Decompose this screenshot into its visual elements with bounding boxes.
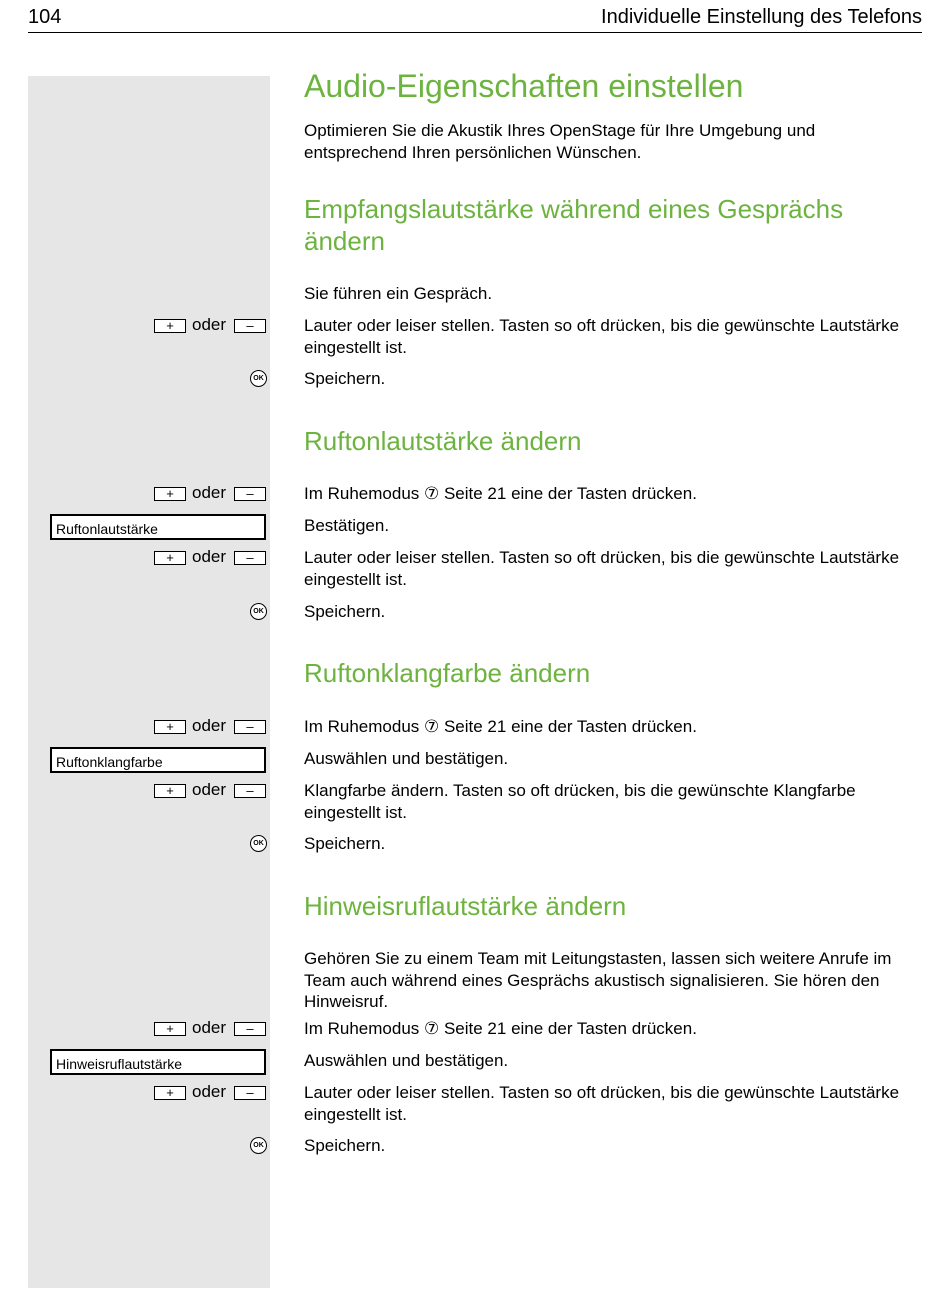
menu-item-ruftonklangfarbe: Ruftonklangfarbe	[50, 747, 266, 773]
minus-key-icon: –	[234, 551, 266, 565]
minus-key-icon: –	[234, 1022, 266, 1036]
sidebar-column	[28, 76, 270, 1288]
step-text: Lauter oder leiser stellen. Tasten so oft drücken, bis die gewünschte Lautstärke eingestellt ist.	[304, 316, 900, 357]
menu-item-hinweisruflautstaerke: Hinweisruflautstärke	[50, 1049, 266, 1075]
oder-label: oder	[192, 483, 227, 502]
chapter-title: Individuelle Einstellung des Telefons	[601, 6, 922, 28]
volume-keys	[154, 485, 266, 503]
plus-key-icon: +	[154, 784, 186, 798]
step-text: Speichern.	[304, 1136, 386, 1155]
section-intro: Gehören Sie zu einem Team mit Leitungstasten, lassen sich weitere Anrufe im Team auch während eines Gesprächs akustisch signalisieren. Sie hören den Hinweisruf.	[304, 949, 892, 1011]
plus-key-icon: +	[154, 551, 186, 565]
step-text: Speichern.	[304, 834, 386, 853]
plus-key-icon: +	[154, 487, 186, 501]
step-text: Lauter oder leiser stellen. Tasten so oft drücken, bis die gewünschte Lautstärke eingestellt ist.	[304, 1083, 900, 1124]
menu-item-ruftonlautstaerke: Ruftonlautstärke	[50, 514, 266, 540]
oder-label: oder	[192, 716, 227, 735]
step-text: Lauter oder leiser stellen. Tasten so oft drücken, bis die gewünschte Lautstärke eingestellt ist.	[304, 548, 900, 589]
step-text: Auswählen und bestätigen.	[304, 1051, 509, 1070]
step-text: Speichern.	[304, 369, 386, 388]
volume-keys	[154, 1020, 266, 1038]
oder-label: oder	[192, 547, 227, 566]
page-number: 104	[28, 6, 62, 28]
oder-label: oder	[192, 780, 227, 799]
plus-key-icon: +	[154, 1086, 186, 1100]
step-text: Auswählen und bestätigen.	[304, 749, 509, 768]
step-text: Speichern.	[304, 602, 386, 621]
step-text: Im Ruhemodus ⑦ Seite 21 eine der Tasten drücken.	[304, 1019, 697, 1038]
step-text: Im Ruhemodus ⑦ Seite 21 eine der Tasten drücken.	[304, 717, 697, 736]
minus-key-icon: –	[234, 319, 266, 333]
oder-label: oder	[192, 315, 227, 334]
page-title: Audio-Eigenschaften einstellen	[304, 68, 744, 104]
volume-keys	[154, 1084, 266, 1102]
minus-key-icon: –	[234, 1086, 266, 1100]
section-heading: Ruftonklangfarbe ändern	[304, 658, 591, 688]
volume-keys	[154, 718, 266, 736]
header-rule	[28, 32, 922, 33]
volume-keys	[154, 549, 266, 567]
ok-key-icon: OK	[250, 1137, 267, 1154]
ok-key-icon: OK	[250, 835, 267, 852]
plus-key-icon: +	[154, 1022, 186, 1036]
oder-label: oder	[192, 1018, 227, 1037]
plus-key-icon: +	[154, 720, 186, 734]
step-text: Bestätigen.	[304, 516, 390, 535]
ok-key-icon: OK	[250, 370, 267, 387]
section-heading: Ruftonlautstärke ändern	[304, 426, 582, 456]
minus-key-icon: –	[234, 784, 266, 798]
section-heading: Empfangslautstärke während eines Gesprächs ändern	[304, 194, 844, 256]
step-text: Sie führen ein Gespräch.	[304, 284, 493, 303]
section-heading: Hinweisruflautstärke ändern	[304, 891, 627, 921]
step-text: Im Ruhemodus ⑦ Seite 21 eine der Tasten drücken.	[304, 484, 697, 503]
volume-keys	[154, 317, 266, 335]
oder-label: oder	[192, 1082, 227, 1101]
minus-key-icon: –	[234, 720, 266, 734]
intro-text: Optimieren Sie die Akustik Ihres OpenStage für Ihre Umgebung und entsprechend Ihren persönlichen Wünschen.	[304, 121, 816, 162]
plus-key-icon: +	[154, 319, 186, 333]
step-text: Klangfarbe ändern. Tasten so oft drücken, bis die gewünschte Klangfarbe eingestellt ist.	[304, 781, 856, 822]
minus-key-icon: –	[234, 487, 266, 501]
volume-keys	[154, 782, 266, 800]
ok-key-icon: OK	[250, 603, 267, 620]
